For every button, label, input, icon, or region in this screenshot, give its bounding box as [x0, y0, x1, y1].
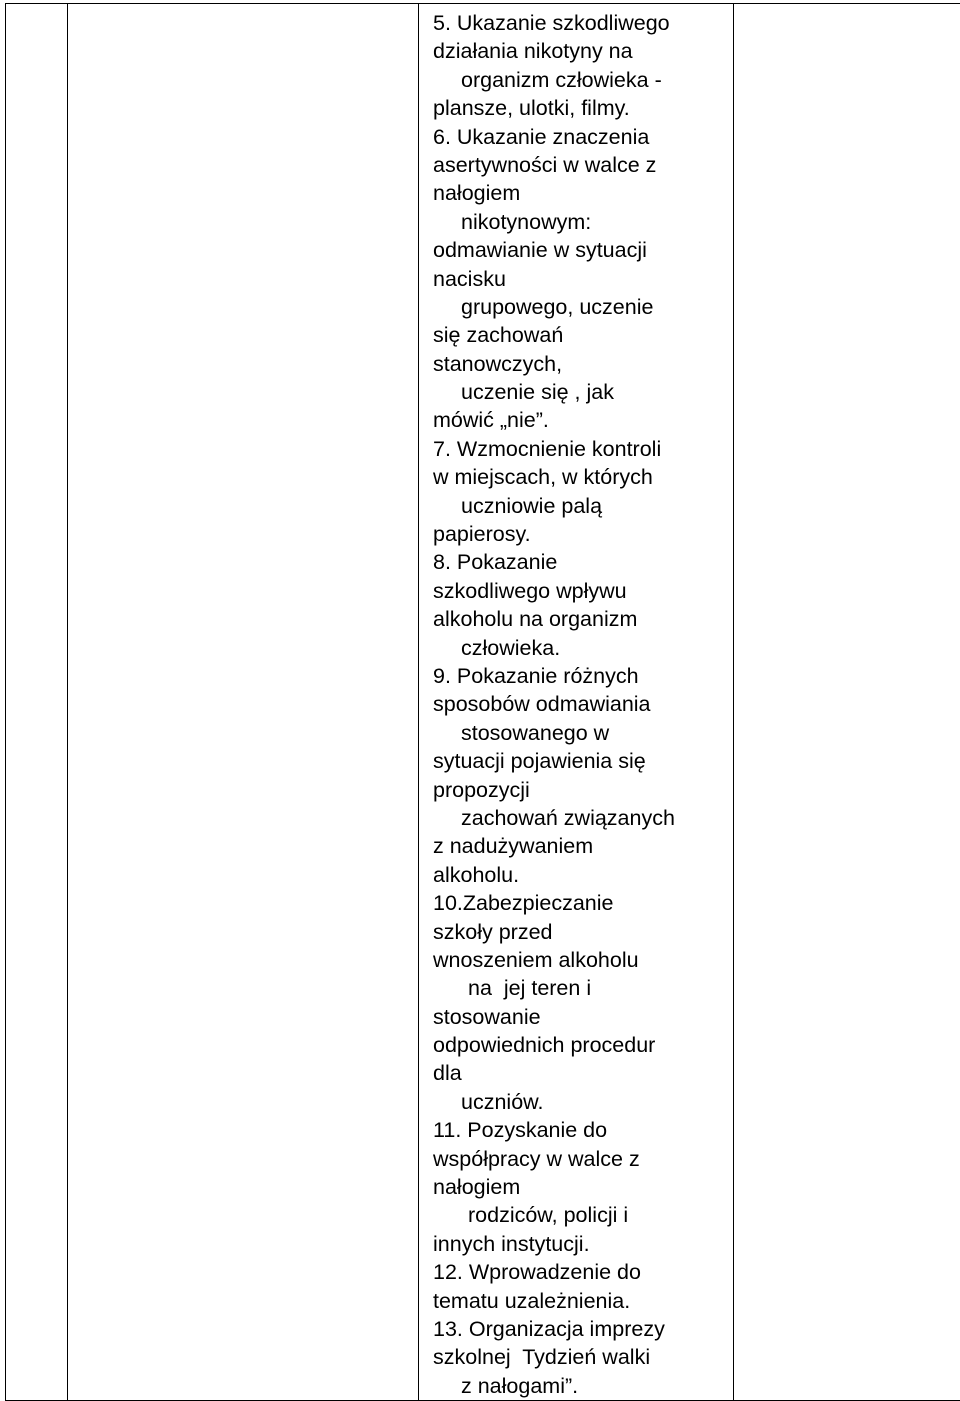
text-line: zachowań związanych: [433, 804, 733, 832]
text-line: szkoły przed: [433, 918, 733, 946]
table-cell-2: [68, 4, 419, 1401]
text-line: stanowczych,: [433, 350, 733, 378]
text-line: nałogiem: [433, 1173, 733, 1201]
text-line: odpowiednich procedur: [433, 1031, 733, 1059]
text-line: uczenie się , jak: [433, 378, 733, 406]
text-line: stosowanego w: [433, 719, 733, 747]
text-line: papierosy.: [433, 520, 733, 548]
text-line: 9. Pokazanie różnych: [433, 662, 733, 690]
text-line: organizm człowieka -: [433, 66, 733, 94]
text-line: wnoszeniem alkoholu: [433, 946, 733, 974]
text-line: człowieka.: [433, 634, 733, 662]
text-line: na jej teren i: [433, 974, 733, 1002]
text-line: 10.Zabezpieczanie: [433, 889, 733, 917]
text-line: 12. Wprowadzenie do: [433, 1258, 733, 1286]
text-line: działania nikotyny na: [433, 37, 733, 65]
text-line: w miejscach, w których: [433, 463, 733, 491]
text-line: nałogiem: [433, 179, 733, 207]
text-line: 7. Wzmocnienie kontroli: [433, 435, 733, 463]
text-line: sposobów odmawiania: [433, 690, 733, 718]
text-line: rodziców, policji i: [433, 1201, 733, 1229]
text-line: współpracy w walce z: [433, 1145, 733, 1173]
text-line: uczniowie palą: [433, 492, 733, 520]
table-cell-4: [734, 4, 960, 1401]
text-line: alkoholu.: [433, 861, 733, 889]
text-line: plansze, ulotki, filmy.: [433, 94, 733, 122]
text-line: mówić „nie”.: [433, 406, 733, 434]
table-row: [6, 4, 960, 1401]
text-line: uczniów.: [433, 1088, 733, 1116]
text-line: 5. Ukazanie szkodliwego: [433, 9, 733, 37]
text-line: nacisku: [433, 265, 733, 293]
text-line: sytuacji pojawienia się: [433, 747, 733, 775]
text-line: nikotynowym:: [433, 208, 733, 236]
document-table: [5, 3, 960, 1401]
text-line: innych instytucji.: [433, 1230, 733, 1258]
tasks-cell: [419, 4, 734, 1401]
text-line: 13. Organizacja imprezy: [433, 1315, 733, 1343]
text-line: szkodliwego wpływu: [433, 577, 733, 605]
text-line: dla: [433, 1059, 733, 1087]
text-line: propozycji: [433, 776, 733, 804]
text-line: się zachowań: [433, 321, 733, 349]
text-line: szkolnej Tydzień walki: [433, 1343, 733, 1371]
table-cell-1: [6, 4, 68, 1401]
text-line: stosowanie: [433, 1003, 733, 1031]
text-line: z nadużywaniem: [433, 832, 733, 860]
text-line: 6. Ukazanie znaczenia: [433, 123, 733, 151]
text-line: tematu uzależnienia.: [433, 1287, 733, 1315]
text-line: 11. Pozyskanie do: [433, 1116, 733, 1144]
text-line: z nałogami”.: [433, 1372, 733, 1400]
text-line: 8. Pokazanie: [433, 548, 733, 576]
text-line: alkoholu na organizm: [433, 605, 733, 633]
text-line: grupowego, uczenie: [433, 293, 733, 321]
text-line: asertywności w walce z: [433, 151, 733, 179]
text-line: odmawianie w sytuacji: [433, 236, 733, 264]
